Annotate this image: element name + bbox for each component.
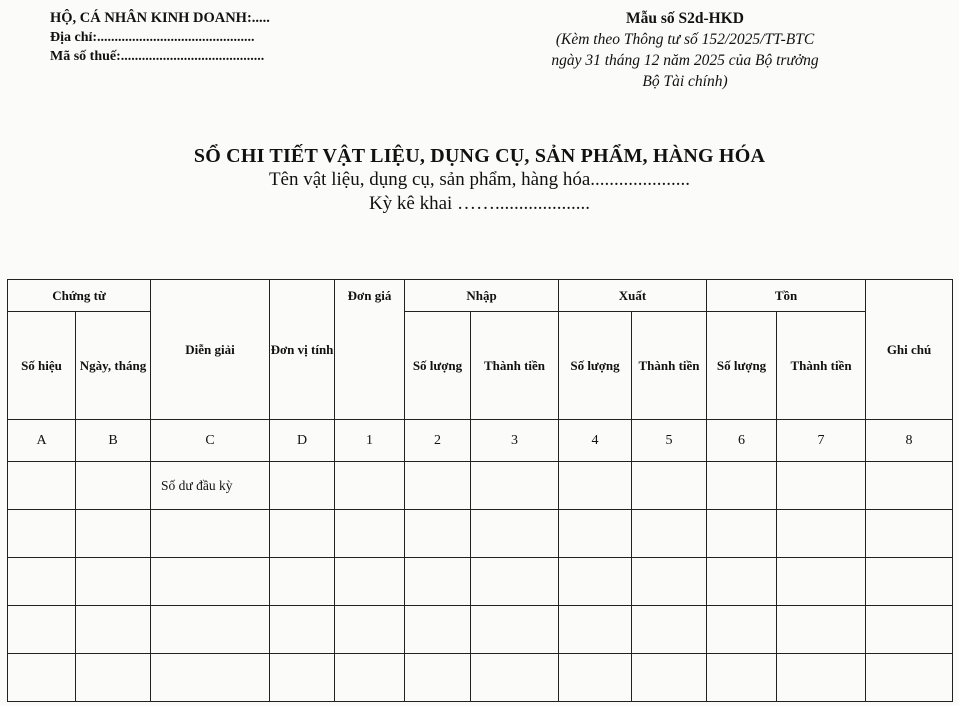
- table-cell: [866, 462, 953, 510]
- column-code: C: [151, 420, 270, 462]
- table-cell: [270, 558, 335, 606]
- table-cell: [559, 510, 632, 558]
- balance-group-header: Tồn: [707, 280, 866, 312]
- column-code: 5: [632, 420, 707, 462]
- ledger-table: [7, 279, 953, 702]
- table-cell: [632, 510, 707, 558]
- table-cell: [471, 606, 559, 654]
- table-cell: [405, 510, 471, 558]
- item-name-line: Tên vật liệu, dụng cụ, sản phẩm, hàng hóa.....................: [268, 169, 691, 190]
- balance-amount-header: Thành tiền: [777, 312, 866, 420]
- column-code: 4: [559, 420, 632, 462]
- balance-qty-header: Số lượng: [707, 312, 777, 420]
- table-cell: [866, 654, 953, 702]
- table-cell: [270, 654, 335, 702]
- ledger-body: [8, 462, 953, 702]
- table-cell: [405, 462, 471, 510]
- table-cell: [866, 510, 953, 558]
- number-header: Số hiệu: [8, 312, 76, 420]
- column-code: A: [8, 420, 76, 462]
- column-code: D: [270, 420, 335, 462]
- table-cell: [777, 606, 866, 654]
- household-info: [50, 9, 270, 66]
- import-qty-header: Số lượng: [405, 312, 471, 420]
- form-number: Mẫu số S2d-HKD: [626, 10, 744, 27]
- table-cell: [270, 510, 335, 558]
- ledger-title-block: [0, 144, 959, 216]
- table-row: [8, 606, 953, 654]
- table-cell: [707, 558, 777, 606]
- table-cell: [777, 558, 866, 606]
- table-cell: [777, 462, 866, 510]
- table-cell: [76, 510, 151, 558]
- tax-code-label: Mã số thuế:.........................................: [50, 49, 265, 64]
- table-cell: [866, 606, 953, 654]
- table-cell: [270, 606, 335, 654]
- table-cell: [8, 462, 76, 510]
- column-code: 7: [777, 420, 866, 462]
- table-cell: [559, 462, 632, 510]
- export-group-header: Xuất: [559, 280, 707, 312]
- column-code: 2: [405, 420, 471, 462]
- column-code: 6: [707, 420, 777, 462]
- table-row: [8, 558, 953, 606]
- circular-note-line-1: (Kèm theo Thông tư số 152/2025/TT-BTC: [555, 31, 815, 48]
- column-code-row: [8, 420, 953, 462]
- date-header: Ngày, tháng: [76, 312, 151, 420]
- unit-header: Đơn vị tính: [270, 280, 335, 420]
- table-cell: [151, 654, 270, 702]
- household-label: HỘ, CÁ NHÂN KINH DOANH:.....: [50, 10, 270, 26]
- export-amount-header: Thành tiền: [632, 312, 707, 420]
- table-cell: [8, 510, 76, 558]
- unit-price-header: Đơn giá: [335, 280, 405, 420]
- column-code: B: [76, 420, 151, 462]
- table-cell: [8, 606, 76, 654]
- table-cell: [76, 462, 151, 510]
- column-code: 3: [471, 420, 559, 462]
- table-cell: [707, 510, 777, 558]
- table-cell: [76, 558, 151, 606]
- table-cell: [151, 606, 270, 654]
- table-cell: [777, 510, 866, 558]
- table-cell: [405, 606, 471, 654]
- table-cell: [151, 510, 270, 558]
- column-code: 1: [335, 420, 405, 462]
- import-group-header: Nhập: [405, 280, 559, 312]
- table-cell: [335, 462, 405, 510]
- table-cell: [777, 654, 866, 702]
- table-row: [8, 462, 953, 510]
- table-cell: [76, 606, 151, 654]
- table-cell: [471, 558, 559, 606]
- circular-note-line-2: ngày 31 tháng 12 năm 2025 của Bộ trưởng: [551, 52, 819, 69]
- table-cell: [632, 654, 707, 702]
- table-cell: [471, 510, 559, 558]
- table-cell: [559, 558, 632, 606]
- period-line: Kỳ kê khai ……....................: [368, 193, 591, 214]
- table-cell: [471, 462, 559, 510]
- ledger-title: SỔ CHI TIẾT VẬT LIỆU, DỤNG CỤ, SẢN PHẨM, HÀNG HÓA: [193, 145, 766, 167]
- table-cell: [707, 462, 777, 510]
- table-cell: [8, 558, 76, 606]
- table-cell: [471, 654, 559, 702]
- address-label: Địa chỉ:.............................................: [50, 30, 255, 45]
- table-cell: [559, 606, 632, 654]
- table-cell: Số dư đầu kỳ: [151, 462, 270, 510]
- table-cell: [335, 558, 405, 606]
- voucher-group-header: Chứng từ: [8, 280, 151, 312]
- table-cell: [270, 462, 335, 510]
- table-cell: [632, 558, 707, 606]
- table-cell: [707, 654, 777, 702]
- table-row: [8, 654, 953, 702]
- table-cell: [76, 654, 151, 702]
- table-cell: [335, 606, 405, 654]
- table-cell: [559, 654, 632, 702]
- form-reference: [480, 9, 890, 92]
- table-cell: [151, 558, 270, 606]
- description-header: Diễn giải: [151, 280, 270, 420]
- table-cell: [405, 558, 471, 606]
- table-cell: [335, 510, 405, 558]
- circular-note-line-3: Bộ Tài chính): [642, 73, 728, 90]
- table-cell: [632, 462, 707, 510]
- table-cell: [335, 654, 405, 702]
- note-header: Ghi chú: [866, 280, 953, 420]
- table-cell: [707, 606, 777, 654]
- table-cell: [405, 654, 471, 702]
- table-cell: [8, 654, 76, 702]
- import-amount-header: Thành tiền: [471, 312, 559, 420]
- table-row: [8, 510, 953, 558]
- export-qty-header: Số lượng: [559, 312, 632, 420]
- table-cell: [632, 606, 707, 654]
- table-cell: [866, 558, 953, 606]
- column-code: 8: [866, 420, 953, 462]
